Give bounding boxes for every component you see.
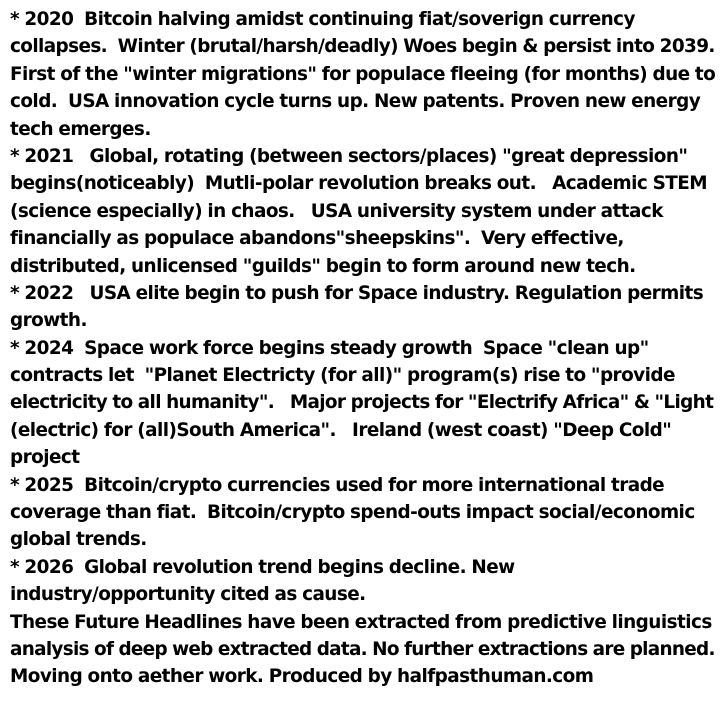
entry-2020-line-1: * 2020 Bitcoin halving amidst continuing fiat/soverign currency [10,9,635,30]
entry-2021-line-5: distributed, unlicensed "guilds" begin to form around new tech. [10,255,636,277]
entry-2020-line-4: cold. USA innovation cycle turns up. New patents. Proven new energy [10,91,701,113]
entry-2025-line-3: global trends. [10,529,147,551]
entry-2021-line-3: (science especially) in chaos. USA university system under attack [10,200,663,222]
footer-line-1: These Future Headlines have been extracted from predictive linguistics [10,611,712,633]
entry-2020-line-5: tech emerges. [10,118,151,140]
entry-2022-line-2: growth. [10,310,87,332]
entry-2024-line-3: electricity to all humanity". Major projects for "Electrify Africa" & "Light [10,392,714,414]
entry-2024-line-1: * 2024 Space work force begins steady growth Space "clean up" [10,337,649,359]
entry-2026-line-2: industry/opportunity cited as cause. [10,584,366,606]
entry-2020-line-2: collapses. Winter (brutal/harsh/deadly) Woes begin & persist into 2039. [10,36,715,58]
headlines-document [10,6,716,691]
entry-2022-line-1: * 2022 USA elite begin to push for Space industry. Regulation permits [10,282,704,304]
entry-2021-line-2: begins(noticeably) Mutli-polar revolution breaks out. Academic STEM [10,173,708,195]
entry-2025-line-2: coverage than fiat. Bitcoin/crypto spend-outs impact social/economic [10,502,695,524]
entry-2025-line-1: * 2025 Bitcoin/crypto currencies used for more international trade [10,474,665,496]
footer-line-3: Moving onto aether work. Produced by halfpasthuman.com [10,666,594,688]
entry-2021-line-4: financially as populace abandons"sheepskins". Very effective, [10,228,624,250]
entry-2021-line-1: * 2021 Global, rotating (between sectors/places) "great depression" [10,145,688,167]
entry-2026-line-1: * 2026 Global revolution trend begins decline. New [10,556,515,578]
footer-line-2: analysis of deep web extracted data. No further extractions are planned. [10,638,715,660]
entry-2024-line-4: (electric) for (all)South America". Ireland (west coast) "Deep Cold" [10,419,672,441]
entry-2024-line-5: project [10,447,80,469]
entry-2020-line-3: First of the "winter migrations" for populace fleeing (for months) due to [10,63,716,85]
entry-2024-line-2: contracts let "Planet Electricty (for all)" program(s) rise to "provide [10,365,675,387]
